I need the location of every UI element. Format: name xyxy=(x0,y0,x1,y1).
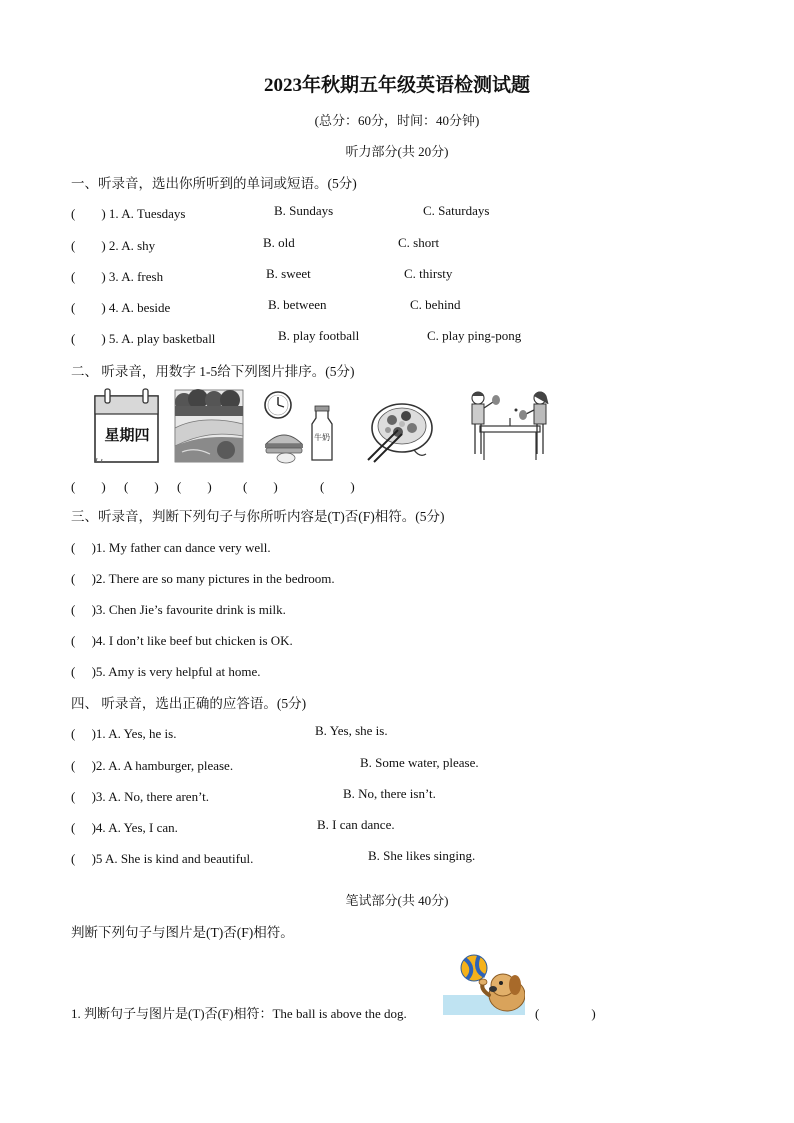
answer-blank[interactable]: ( ) xyxy=(243,479,278,494)
writing-part-header: 笔试部分(共 40分) xyxy=(345,893,449,908)
section5-question: 1. 判断句子与图片是(T)否(F)相符：The ball is above the dog. xyxy=(71,1006,407,1021)
answer-blank[interactable]: ( ) xyxy=(124,479,159,494)
option-b: B. between xyxy=(268,297,327,312)
section3-statement: ( )4. I don’t like beef but chicken is OK. xyxy=(71,633,293,648)
question-stem: ( ) 1. A. Tuesdays xyxy=(71,206,186,221)
milk-bottle-text: 牛奶 xyxy=(314,433,330,442)
ping-pong-picture xyxy=(466,388,554,464)
section3-heading: 三、听录音，判断下列句子与你所听内容是(T)否(F)相符。(5分) xyxy=(71,509,445,524)
breakfast-picture xyxy=(258,388,338,464)
score-time-info: (总分：60分，时间：40分钟) xyxy=(314,113,480,128)
option-a: ( )1. A. Yes, he is. xyxy=(71,726,177,741)
answer-blank[interactable]: ( ) xyxy=(320,479,355,494)
option-b: B. sweet xyxy=(266,266,311,281)
calendar-picture xyxy=(92,388,162,464)
question-stem: ( ) 3. A. fresh xyxy=(71,269,164,284)
option-b: B. Yes, she is. xyxy=(315,723,388,738)
section3-statement: ( )1. My father can dance very well. xyxy=(71,540,271,555)
option-b: B. Sundays xyxy=(274,203,334,218)
option-b: B. I can dance. xyxy=(317,817,395,832)
option-a: ( )4. A. Yes, I can. xyxy=(71,820,178,835)
answer-blank[interactable]: ( ) xyxy=(535,1006,596,1021)
option-b: B. Some water, please. xyxy=(360,755,479,770)
ball-dog-picture xyxy=(443,951,525,1015)
option-c: C. thirsty xyxy=(404,266,453,281)
question-stem: ( ) 2. A. shy xyxy=(71,238,156,253)
answer-blank[interactable]: ( ) xyxy=(177,479,212,494)
food-bowl-picture xyxy=(364,388,436,464)
option-a: ( )2. A. A hamburger, please. xyxy=(71,758,234,773)
option-c: C. short xyxy=(398,235,440,250)
section3-statement: ( )2. There are so many pictures in the bedroom. xyxy=(71,571,335,586)
question-stem: ( ) 4. A. beside xyxy=(71,300,171,315)
section5-heading: 判断下列句子与图片是(T)否(F)相符。 xyxy=(71,925,294,940)
section3-statement: ( )3. Chen Jie’s favourite drink is milk. xyxy=(71,602,286,617)
section3-statement: ( )5. Amy is very helpful at home. xyxy=(71,664,261,679)
section2-heading: 二、 听录音，用数字 1-5给下列图片排序。(5分) xyxy=(71,364,355,379)
park-picture xyxy=(174,388,244,464)
option-b: B. No, there isn’t. xyxy=(343,786,436,801)
option-c: C. play ping-pong xyxy=(427,328,522,343)
option-b: B. She likes singing. xyxy=(368,848,476,863)
option-b: B. play football xyxy=(278,328,360,343)
answer-blank[interactable]: ( ) xyxy=(71,479,106,494)
option-a: ( )3. A. No, there aren’t. xyxy=(71,789,210,804)
option-c: C. Saturdays xyxy=(423,203,490,218)
option-a: ( )5 A. She is kind and beautiful. xyxy=(71,851,254,866)
section1-heading: 一、听录音，选出你所听到的单词或短语。(5分) xyxy=(71,176,357,191)
question-stem: ( ) 5. A. play basketball xyxy=(71,331,216,346)
page-title: 2023年秋期五年级英语检测试题 xyxy=(263,75,530,96)
section4-heading: 四、 听录音，选出正确的应答语。(5分) xyxy=(71,696,307,711)
option-b: B. old xyxy=(263,235,295,250)
listening-part-header: 听力部分(共 20分) xyxy=(345,144,449,159)
option-c: C. behind xyxy=(410,297,461,312)
calendar-text: 星期四 xyxy=(104,426,150,444)
